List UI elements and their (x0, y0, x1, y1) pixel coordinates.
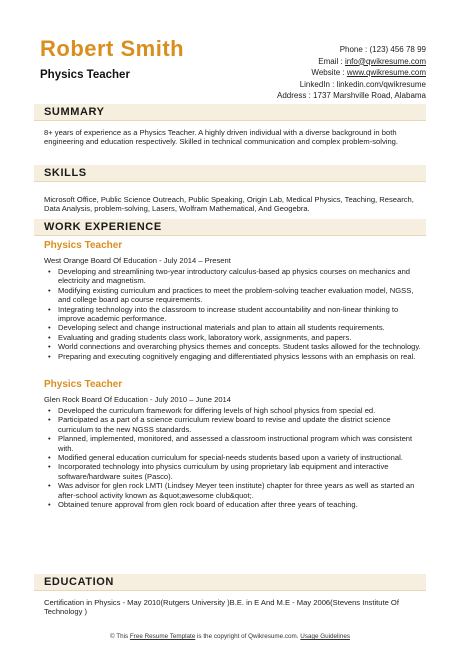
job-2-employer: Glen Rock Board Of Education - July 2010 – June 2014 (44, 395, 232, 404)
usage-guidelines-link[interactable]: Usage Guidelines (300, 633, 350, 640)
skills-heading: SKILLS (44, 167, 87, 179)
summary-section-header (34, 104, 426, 121)
job-2-bullets (44, 406, 422, 509)
contact-linkedin (277, 79, 426, 91)
contact-email (277, 56, 426, 68)
contact-website (277, 67, 426, 79)
footer-middle: is the copyright of Qwikresume.com. (197, 633, 299, 640)
linkedin-value: linkedin.com/qwikresume (336, 79, 426, 89)
list-item: • Modifying existing curriculum and practices to meet the problem-solving teacher evaluation model, NGSS, and college board ap course requirements. (44, 286, 422, 305)
education-text: Certification in Physics - May 2010(Rutgers University )B.E. in E And M.E - May 2006(Stevens Institute Of Technology ) (44, 598, 399, 617)
email-label: Email : (318, 56, 343, 66)
phone-value: (123) 456 78 99 (369, 45, 426, 54)
linkedin-label: LinkedIn : (299, 79, 335, 89)
address-label: Address : (277, 91, 311, 100)
education-section-header (34, 574, 426, 591)
list-item: • Integrating technology into the classroom to increase student accountability and non-linear thinking to improve academic performance. (44, 305, 422, 324)
website-link[interactable]: www.qwikresume.com (346, 68, 426, 77)
email-link[interactable]: info@qwikresume.com (344, 56, 426, 66)
list-item: • Modified general education curriculum for special-needs students based upon a variety of instructional. (44, 453, 422, 462)
job-1-employer: West Orange Board Of Education - July 2014 – Present (44, 256, 231, 265)
copyright-footer (0, 633, 460, 640)
address-value: 1737 Marshville Road, Alabama (313, 91, 426, 100)
candidate-name: Robert Smith (40, 36, 185, 61)
footer-prefix: © This (110, 633, 129, 640)
job-2-title: Physics Teacher (44, 379, 123, 390)
list-item: • World connections and overarching physics themes and concepts. Student tasks allowed for the technology. (44, 342, 422, 351)
list-item: • Was advisor for glen rock LMTI (Lindsey Meyer teen institute) chapter for three years as well as started an after-school activity known as &quot;awesome club&quot;. (44, 481, 422, 500)
skills-section-header (34, 165, 426, 182)
summary-text: 8+ years of experience as a Physics Teacher. A highly driven individual with a diverse background in both engineering and education respectively. Skilled in technical communication and complex problem-solving. (44, 128, 399, 147)
phone-label: Phone : (339, 45, 368, 54)
list-item: • Developed the curriculum framework for differing levels of high school physics from special ed. (44, 406, 422, 415)
job-1-bullets (44, 267, 422, 361)
contact-block (277, 44, 426, 102)
list-item: • Incorporated technology into physics curriculum by using proprietary lab equipment and interactive software/hardware suites (Pasco). (44, 462, 422, 481)
education-heading: EDUCATION (44, 576, 114, 588)
list-item: • Evaluating and grading students class work, laboratory work, assignments, and papers. (44, 333, 422, 342)
contact-phone (277, 44, 426, 56)
contact-address (277, 90, 426, 102)
list-item: • Planned, implemented, monitored, and assessed a classroom instructional program which was consistent with. (44, 434, 422, 453)
list-item: • Participated as a part of a science curriculum review board to revise and update the district science curriculum to the new NGSS standards. (44, 415, 422, 434)
website-label: Website : (311, 68, 345, 77)
summary-heading: SUMMARY (44, 106, 105, 118)
free-resume-template-link[interactable]: Free Resume Template (129, 633, 196, 640)
candidate-title: Physics Teacher (40, 69, 130, 81)
list-item: • Obtained tenure approval from glen rock board of education after three years of teaching. (44, 500, 422, 509)
list-item: • Preparing and executing cognitively engaging and differentiated physics lessons with an emphasis on real. (44, 352, 422, 361)
job-1-title: Physics Teacher (44, 240, 123, 251)
list-item: • Developing select and change instructional materials and plan to attain all students requirements. (44, 323, 422, 332)
experience-section-header (34, 219, 426, 236)
list-item: • Developing and streamlining two-year introductory calculus-based ap physics courses on mechanics and electricity and magnetism. (44, 267, 422, 286)
experience-heading: WORK EXPERIENCE (44, 221, 162, 233)
skills-text: Microsoft Office, Public Science Outreach, Public Speaking, Origin Lab, Medical Physics, Teaching, Research, Data Analysis, problem-solving, Lasers, Wolfram Mathematical, And Geogebra. (44, 195, 414, 214)
